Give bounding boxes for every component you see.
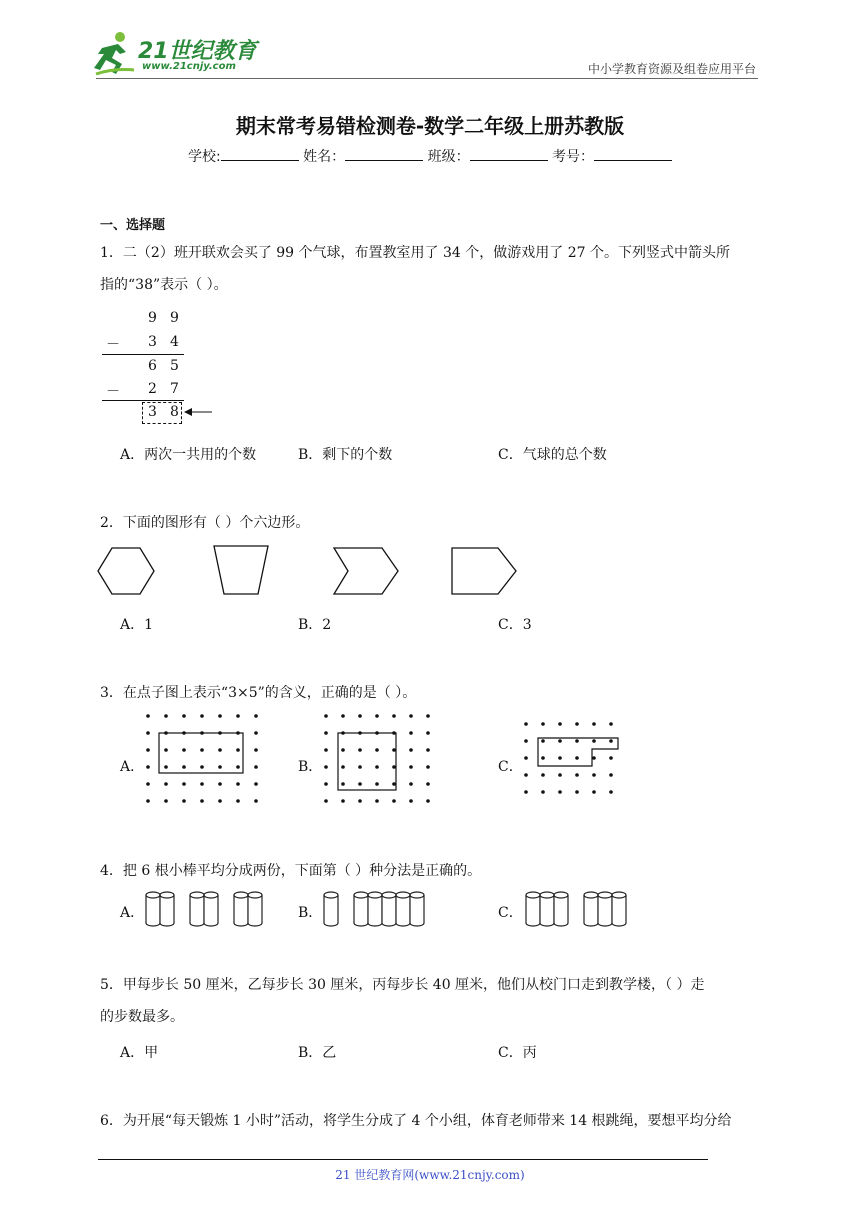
header-divider [96, 78, 758, 79]
grid-dot [426, 714, 430, 718]
grid-dot [409, 731, 413, 735]
grid-dot [575, 739, 579, 743]
calc-digit: 8 [170, 404, 179, 420]
grid-dot [358, 748, 362, 752]
grid-dot [558, 773, 562, 777]
field-name-label: 姓名： [303, 149, 346, 165]
logo-main-text: 21世纪教育 [138, 39, 257, 64]
stick-icon [584, 892, 598, 926]
grid-dot [392, 799, 396, 803]
grid-dot [182, 714, 186, 718]
grid-dot [236, 799, 240, 803]
calc-digit: 7 [170, 381, 179, 397]
grid-dot [609, 756, 613, 760]
grid-dot [541, 773, 545, 777]
grid-dot [341, 748, 345, 752]
q3-label-c[interactable]: C． [498, 759, 523, 775]
q2-text: 2．下面的图形有（ ）个六边形。 [100, 515, 310, 531]
trapezoid-shape [214, 546, 268, 594]
grid-dot [236, 765, 240, 769]
grid-dot [575, 756, 579, 760]
grid-dot [409, 799, 413, 803]
stick-icon [382, 892, 396, 926]
grid-dot [200, 765, 204, 769]
grid-dot [409, 765, 413, 769]
pentagon-arrow-shape [452, 548, 516, 594]
grid-dot [592, 739, 596, 743]
grid-dot [254, 731, 258, 735]
grid-dot [218, 765, 222, 769]
grid-dot [409, 748, 413, 752]
stick-icon [368, 892, 382, 926]
runner-logo-icon [92, 30, 136, 76]
grid-dot [341, 714, 345, 718]
grid-dot [592, 722, 596, 726]
grid-dot [218, 799, 222, 803]
grid-dot [254, 799, 258, 803]
grid-dot [524, 756, 528, 760]
q1-line1: 1．二（2）班开联欢会买了 99 个气球，布置教室用了 34 个，做游戏用了 27 个。下列竖式中箭头所 [100, 245, 730, 261]
grid-dot [200, 748, 204, 752]
dot-grid-a [140, 710, 260, 810]
sticks-c [522, 888, 652, 932]
grid-dot [609, 722, 613, 726]
grid-dot [236, 782, 240, 786]
name-blank[interactable] [345, 146, 423, 161]
grid-dot [182, 799, 186, 803]
grid-dot [426, 765, 430, 769]
q4-label-b[interactable]: B． [298, 905, 323, 921]
grid-dot [200, 714, 204, 718]
stick-icon [234, 892, 248, 926]
grid-dot [146, 731, 150, 735]
q4-label-a[interactable]: A． [120, 905, 145, 921]
grid-dot [558, 739, 562, 743]
grid-dot [164, 799, 168, 803]
calc-digit: 5 [170, 358, 179, 374]
vertical-calculation [100, 310, 220, 430]
grid-dot [146, 714, 150, 718]
grid-dot [375, 714, 379, 718]
grid-dot [324, 799, 328, 803]
grid-dot [375, 799, 379, 803]
calc-minus: － [106, 384, 120, 400]
grid-dot [426, 731, 430, 735]
grid-dot [524, 739, 528, 743]
q1-line2: 指的“38”表示（ ）。 [100, 277, 228, 293]
q2-option-b[interactable]: B．2 [298, 617, 332, 633]
stick-icon [204, 892, 218, 926]
grid-dot [146, 799, 150, 803]
sticks-b [320, 888, 460, 932]
grid-dot [182, 782, 186, 786]
calc-digit: 3 [148, 334, 157, 350]
logo-url-text: www.21cnjy.com [142, 61, 236, 72]
grid-dot [541, 756, 545, 760]
grid-dot [541, 790, 545, 794]
chevron-shape [334, 548, 398, 594]
stick-icon [540, 892, 554, 926]
grid-dot [218, 714, 222, 718]
id-blank[interactable] [594, 146, 672, 161]
grid-dot [558, 790, 562, 794]
q5-line2: 的步数最多。 [100, 1009, 184, 1025]
grid-dot [575, 790, 579, 794]
grid-dot [164, 748, 168, 752]
grid-dot [324, 782, 328, 786]
q1-option-a[interactable]: A．两次一共用的个数 [120, 447, 257, 463]
footer-text: 21 世纪教育网(www.21cnjy.com) [335, 1168, 525, 1182]
grid-dot [358, 799, 362, 803]
q3-text: 3．在点子图上表示“3×5”的含义，正确的是（ ）。 [100, 685, 417, 701]
q5-line1: 5．甲每步长 50 厘米，乙每步长 30 厘米，丙每步长 40 厘米，他们从校门口走到教学楼，（ ）走 [100, 977, 705, 993]
calc-line [102, 400, 184, 401]
grid-dot [182, 748, 186, 752]
grid-dot [592, 773, 596, 777]
grid-dot [200, 799, 204, 803]
grid-dot [375, 748, 379, 752]
class-blank[interactable] [470, 146, 548, 161]
section-title: 一、选择题 [100, 218, 166, 233]
grid-dot [392, 714, 396, 718]
grid-dot [254, 782, 258, 786]
stick-icon [248, 892, 262, 926]
q6-line1: 6．为开展“每天锻炼 1 小时”活动，将学生分成了 4 个小组，体育老师带来 14 根跳绳，要想平均分给 [100, 1113, 732, 1129]
stick-icon [410, 892, 424, 926]
stick-icon [612, 892, 626, 926]
field-class-label: 班级： [427, 149, 470, 165]
grid-dot [541, 722, 545, 726]
q1-option-b[interactable]: B．剩下的个数 [298, 447, 393, 463]
grid-dot [558, 722, 562, 726]
grid-dot [254, 748, 258, 752]
grid-dot [392, 782, 396, 786]
grid-dot [392, 748, 396, 752]
grid-dot [375, 782, 379, 786]
exam-title: 期末常考易错检测卷-数学二年级上册苏教版 [235, 114, 625, 138]
field-id-label: 考号： [552, 149, 595, 165]
grid-dot [324, 714, 328, 718]
grid-dot [426, 799, 430, 803]
grid-dot [524, 722, 528, 726]
grid-dot [182, 765, 186, 769]
grid-dot [164, 714, 168, 718]
grid-dot [558, 756, 562, 760]
shapes-row [94, 542, 534, 602]
q3-label-a[interactable]: A． [120, 759, 145, 775]
calc-digit: 3 [148, 404, 157, 420]
dot-grid-b [318, 710, 434, 810]
calc-digit: 9 [148, 310, 157, 326]
school-blank[interactable] [221, 146, 299, 161]
grid-dot [200, 782, 204, 786]
grid-dot [146, 782, 150, 786]
stick-icon [354, 892, 368, 926]
grid-dot [609, 790, 613, 794]
field-school-label: 学校: [187, 149, 221, 165]
grid-dot [575, 722, 579, 726]
q3-label-b[interactable]: B． [298, 759, 323, 775]
grid-dot [218, 782, 222, 786]
stick-icon [554, 892, 568, 926]
grid-dot [409, 714, 413, 718]
hexagon-shape [98, 548, 154, 594]
platform-name: 中小学教育资源及组卷应用平台 [587, 62, 756, 76]
q4-label-c[interactable]: C． [498, 905, 523, 921]
stick-icon [160, 892, 174, 926]
grid-dot [392, 765, 396, 769]
q4-text: 4．把 6 根小棒平均分成两份，下面第（ ）种分法是正确的。 [100, 863, 482, 879]
logo [92, 30, 262, 78]
grid-dot [324, 731, 328, 735]
q2-option-c[interactable]: C．3 [498, 617, 532, 633]
grid-dot [164, 765, 168, 769]
calc-digit: 6 [148, 358, 157, 374]
grid-dot [236, 748, 240, 752]
grid-dot [426, 748, 430, 752]
q5-option-a[interactable]: A．甲 [120, 1045, 159, 1061]
grid-dot [341, 765, 345, 769]
grid-dot [609, 739, 613, 743]
q1-option-c[interactable]: C．气球的总个数 [498, 447, 607, 463]
grid-dot [236, 714, 240, 718]
grid-dot [524, 773, 528, 777]
grid-dot [592, 756, 596, 760]
calc-digit: 2 [148, 381, 157, 397]
arrow-left-icon [184, 407, 214, 417]
grid-dot [358, 765, 362, 769]
sticks-a [142, 888, 292, 932]
calc-digit: 4 [170, 334, 179, 350]
q5-option-b[interactable]: B．乙 [298, 1045, 337, 1061]
grid-dot [426, 782, 430, 786]
stick-icon [526, 892, 540, 926]
grid-dot [592, 790, 596, 794]
grid-dot [218, 748, 222, 752]
calc-digit: 9 [170, 310, 179, 326]
stick-icon [396, 892, 410, 926]
stick-icon [190, 892, 204, 926]
stick-icon [146, 892, 160, 926]
grid-dot [146, 748, 150, 752]
grid-dot [358, 714, 362, 718]
grid-dot [341, 782, 345, 786]
grid-dot [324, 765, 328, 769]
selection-rectangle [338, 733, 396, 790]
grid-dot [575, 773, 579, 777]
dot-grid-c [518, 718, 622, 808]
exam-fields [0, 146, 860, 166]
grid-dot [146, 765, 150, 769]
grid-dot [609, 773, 613, 777]
grid-dot [254, 714, 258, 718]
grid-dot [254, 765, 258, 769]
calc-minus: － [106, 337, 120, 353]
grid-dot [341, 799, 345, 803]
stick-icon [324, 892, 338, 926]
grid-dot [375, 765, 379, 769]
stick-icon [598, 892, 612, 926]
calc-line [102, 354, 184, 355]
grid-dot [409, 782, 413, 786]
grid-dot [324, 748, 328, 752]
grid-dot [524, 790, 528, 794]
grid-dot [164, 782, 168, 786]
grid-dot [358, 782, 362, 786]
q2-option-a[interactable]: A．1 [120, 617, 154, 633]
q5-option-c[interactable]: C．丙 [498, 1045, 537, 1061]
footer-divider [98, 1159, 708, 1160]
grid-dot [541, 739, 545, 743]
